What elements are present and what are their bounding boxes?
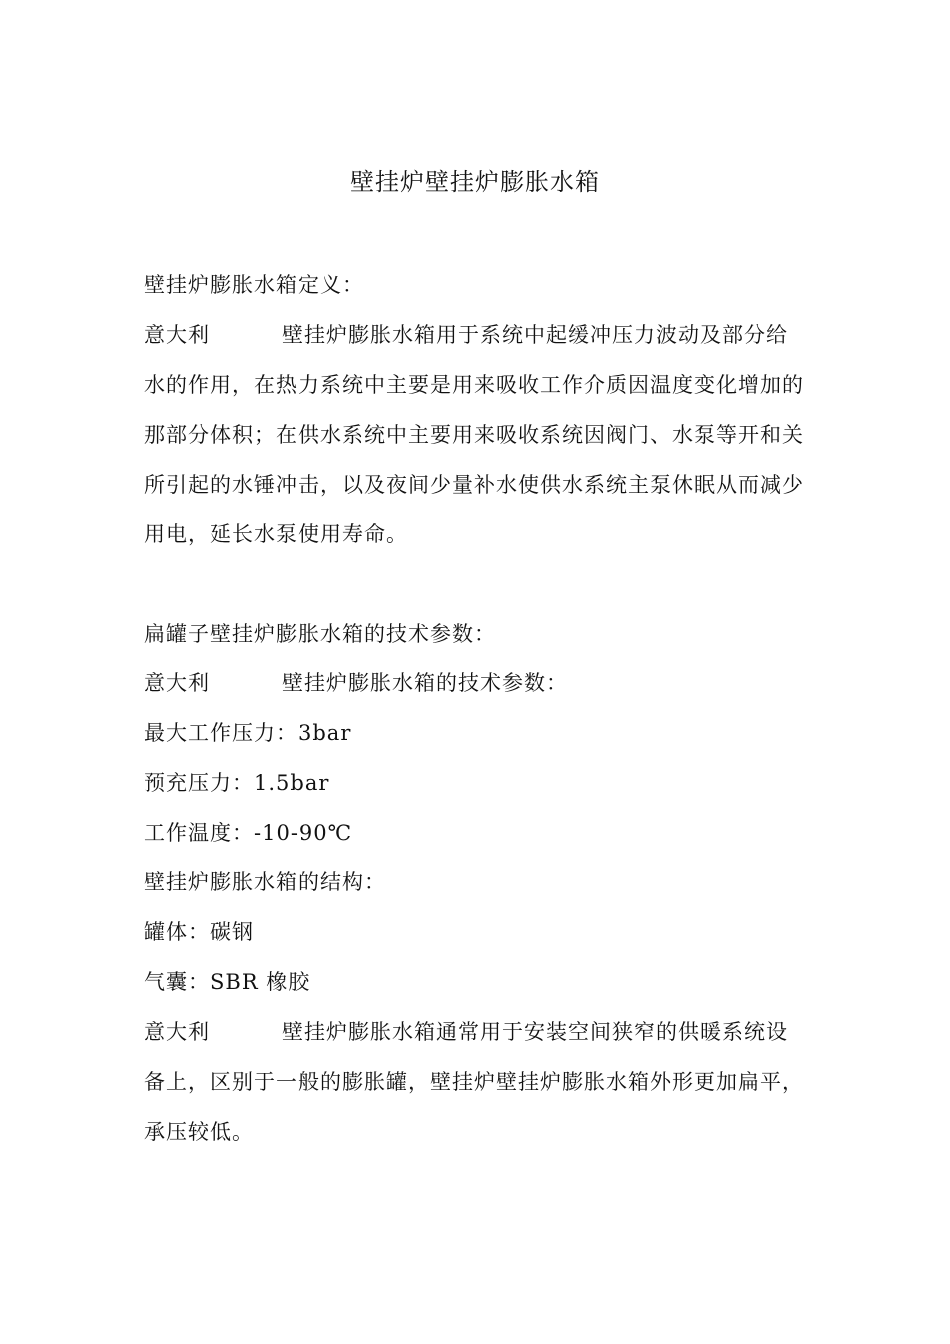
specs-heading: 扁罐子壁挂炉膨胀水箱的技术参数： [144, 622, 496, 646]
document-title: 壁挂炉壁挂炉膨胀水箱 [350, 168, 600, 196]
specs-subheading [144, 668, 568, 698]
structure-heading: 壁挂炉膨胀水箱的结构： [144, 870, 386, 894]
definition-paragraph-line-3: 那部分体积；在供水系统中主要用来吸收系统因阀门、水泵等开和关 [144, 423, 804, 447]
structure-bladder: 气囊：SBR 橡胶 [144, 970, 311, 994]
definition-paragraph-line-1 [144, 320, 788, 350]
definition-paragraph-line-4: 所引起的水锤冲击，以及夜间少量补水使供水系统主泵休眠从而减少 [144, 473, 804, 497]
usage-paragraph-line-2: 备上，区别于一般的膨胀罐，壁挂炉壁挂炉膨胀水箱外形更加扁平， [144, 1070, 804, 1094]
definition-text-start: 壁挂炉膨胀水箱用于系统中起缓冲压力波动及部分给 [282, 323, 788, 347]
origin-label: 意大利 [144, 1020, 210, 1044]
usage-paragraph-line-1 [144, 1017, 788, 1047]
origin-label: 意大利 [144, 323, 210, 347]
usage-paragraph-line-3: 承压较低。 [144, 1120, 254, 1144]
usage-text-start: 壁挂炉膨胀水箱通常用于安装空间狭窄的供暖系统设 [282, 1020, 788, 1044]
spec-precharge-pressure: 预充压力：1.5bar [144, 771, 330, 795]
origin-label: 意大利 [144, 671, 210, 695]
definition-heading: 壁挂炉膨胀水箱定义： [144, 273, 364, 297]
definition-paragraph-line-5: 用电，延长水泵使用寿命。 [144, 522, 408, 546]
specs-subheading-text: 壁挂炉膨胀水箱的技术参数： [282, 671, 568, 695]
definition-paragraph-line-2: 水的作用，在热力系统中主要是用来吸收工作介质因温度变化增加的 [144, 373, 804, 397]
spec-max-pressure: 最大工作压力：3bar [144, 721, 352, 745]
spec-working-temperature: 工作温度：-10-90℃ [144, 821, 353, 845]
structure-tank-body: 罐体：碳钢 [144, 920, 254, 944]
